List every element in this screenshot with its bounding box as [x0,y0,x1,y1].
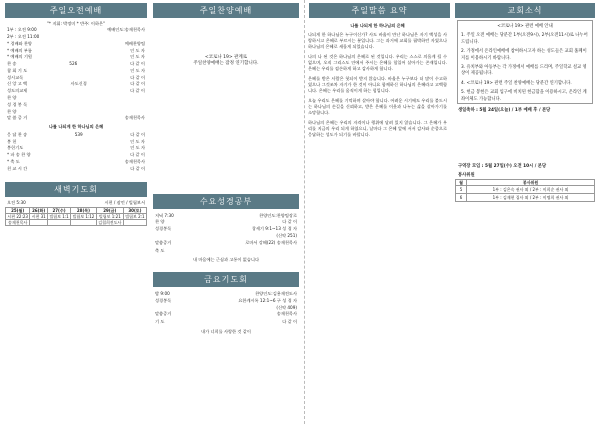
volunteer-head-members: 봉사위원 [467,180,595,186]
row-leader: 다 같 이 [130,152,145,158]
sermon-paragraph: 오늘 우리도 은혜를 기억하며 살아야 합니다. 어려운 시기에도 우리를 붙드시는 하나님의 손길을 신뢰하고, 받은 은혜를 이웃과 나누는 삶을 살아가기를 소망합니다. [308,97,447,115]
row-label: 성경봉독 [155,226,172,232]
row-leader: 인 도 자 [130,145,145,151]
dawn-day: 29(금) [96,208,123,214]
row-label: 응 답 찬 송 [7,131,28,137]
dawn-cell: 빌립보 1:12 [72,214,95,220]
service-row [5,47,147,54]
row-leader: 예배인도:송재천목사 [107,27,145,33]
service-row [5,54,147,61]
dawn-intro: 오전 5:30 시편 / 잠언 / 빌립보서 [7,199,145,205]
service-row [153,239,299,246]
praise-notice-1: <코로나 19> 관계로 [204,54,248,60]
row-leader: 요한계시록 12:1~6 구 성 경 자 [238,297,297,303]
order-of-service [5,40,147,121]
meeting-notice: 구역장 모임 : 5월 27일(수) 오전 10시 / 본당 [458,164,547,170]
row-leader: 로마서 강해(22) 송재천목사 [245,239,297,245]
service-row [153,226,299,233]
row-leader: 찬양인도:김용재전도사 [255,291,297,297]
service-row [153,290,299,297]
row-label: * 축 도 [7,158,20,164]
row-value: 526 [69,61,78,67]
volunteer-table-title: 봉사위원 [458,172,475,178]
column-church-news [455,0,595,424]
volunteer-cell: 1부 : 김은숙 권사 외 / 2부 : 이희순 권사 외 [467,186,595,194]
dawn-cell: 김철희전도사 [98,220,122,226]
row-leader: 다 같 이 [282,319,297,325]
row-label: 저녁 7:30 [155,212,174,218]
dawn-cell: 시편 31 [31,214,46,220]
dawn-cell [30,220,48,226]
dawn-cell: 빌립보 1:21 [96,214,123,220]
row-label: 참 회 기 도 [7,67,28,73]
sermon-paragraph: 나의 나 된 것은 하나님의 은혜로 된 것입니다. 우리는 스스로 의롭게 될 수 없으며, 오직 그리스도 안에서 주시는 은혜를 힘입어 살아가는 존재입니다. 은혜는 우리를 겸손하게 하고 감사하게 합니다. [308,53,447,71]
row-leader: 다 같 이 [130,61,145,67]
news-items [458,33,592,103]
birthday-notice: 생일축하 : 5월 24일(오늘) / 1부 예배 후 / 본당 [458,108,551,114]
news-item: 1. 주일 오전 예배는 당분간 1부(오전9시), 2부(오전11시)로 나누어 드립니다. [461,33,588,45]
section-header-sermon: 주일말씀 요약 [309,3,450,18]
friday-rows [153,290,299,325]
service-row [5,101,147,108]
service-row [5,81,147,88]
news-box-title: <코로나 19> 관련 예배 안내 [497,24,553,29]
section-header-sunday-morning: 주일오전예배 [5,3,147,18]
volunteer-cell: 5 [456,186,467,194]
dawn-cell: 빌립보 1:1 [49,214,69,220]
dawn-row [6,214,147,220]
dawn-row [6,220,147,226]
column-sermon-summary [304,0,450,424]
service-row [153,297,299,304]
row-label: 성도의교제 [7,88,28,94]
row-leader: 다 같 이 [130,131,145,137]
sermon-summary-title: 나를 나되게 한 하나님의 은혜 [350,23,405,28]
row-leader: (신약 251) [276,232,297,238]
dawn-cell [71,220,97,226]
sermon-paragraph: 나되게 한 하나님은 누구이신가? 사도 바울이 만난 하나님은 자기 백성을 사랑하시고 은혜로 부르시는 분입니다. 그는 과거에 교회를 핍박하던 자였으나 하나님의 은혜로 새롭게 되었습니다. [308,31,447,49]
service-row [5,108,147,115]
section-header-friday: 금요기도회 [153,272,299,287]
row-label: 축 도 [155,247,165,253]
row-label: 1부 : 오전 9:00 [7,27,37,33]
service-row [5,151,147,158]
news-item: 5. 헌금 봉헌은 교회 입구에 비치된 헌금함을 이용하시고, 온라인 계좌이체도 가능합니다. [461,90,587,102]
praise-notice-2: 주일찬양예배는 잠정 연기합니다. [193,60,259,66]
row-label: 성경봉독 [155,297,172,303]
row-label: 봉 헌 [7,138,17,144]
service-row [153,247,299,254]
row-leader: 다 같 이 [130,88,145,94]
row-label: * 경배와 찬양 [7,40,32,46]
volunteer-cell: 1부 : 김재현 집사 외 / 2부 : 이명희 권사 외 [467,194,595,202]
order-of-service-2 [5,131,147,172]
conductor-line: "* 지휘: 박정미 * 반주: 이하은" [47,21,105,26]
section-header-praise: 주일찬양예배 [153,3,299,18]
sermon-paragraph: 하나님의 은혜는 우리의 자격이나 행위에 달려 있지 않습니다. 그 은혜가 우리를 지금의 우리 되게 하였으니, 날마다 그 은혜 앞에 서서 감사와 순종으로 응답하는 성도가 되기를 바랍니다. [308,119,447,137]
row-leader: 송재천목사 [276,311,297,317]
wednesday-rows [153,212,299,254]
news-item: 3. 유치부와 아동부는 각 가정에서 예배를 드리며, 주일학교 설교 영상이 제공됩니다. [461,65,587,77]
row-label: 찬 양 [7,95,17,100]
dawn-day: 27(수) [48,208,71,214]
service-row [5,61,147,68]
row-value: 539 [74,131,83,137]
service-row [153,212,299,219]
dawn-cell [48,220,71,226]
row-value: 사도신경 [70,81,87,87]
dawn-day: 26(화) [30,208,48,214]
section-header-dawn: 새벽기도회 [5,182,147,197]
volunteer-row [456,186,595,194]
row-leader: 다 같 이 [282,219,297,225]
service-row [5,158,147,165]
service-row [5,88,147,95]
row-label: 신 앙 고 백 [7,81,28,87]
section-header-news: 교회소식 [455,3,595,18]
row-label: 봉헌기도 [7,145,24,151]
row-label: 찬 양 [7,108,17,114]
dawn-cell: 시편 22:23 [7,214,28,220]
row-label: 말 씀 증 거 [7,115,28,121]
intro-rows [5,27,147,41]
wednesday-notice: 내 마음에는 근심과 고통이 없습니다 [192,256,259,262]
dawn-day: 25(월) [6,208,30,214]
row-leader: 송재천목사 [124,158,145,164]
service-row [5,33,147,40]
row-leader: 인 도 자 [130,67,145,73]
dawn-day: 28(목) [71,208,97,214]
dawn-schedule-table [5,207,147,226]
row-leader: 인 도 자 [130,54,145,60]
row-label: 친 교 시 간 [7,165,28,171]
row-label: * 예배의 부름 [7,47,32,53]
row-leader: 다 같 이 [130,74,145,80]
service-row [153,311,299,318]
service-row [153,319,299,326]
row-label: 말씀증거 [155,239,172,245]
service-row [153,304,299,311]
column-worship [5,0,147,424]
service-row [153,219,299,226]
service-row [5,145,147,152]
service-row [5,40,147,47]
friday-notice: 내가 너희를 사랑한 것 같이 [201,328,251,334]
news-item: 4. <코로나 19> 관련 주일 찬양예배는 당분간 연기합니다. [461,80,572,86]
row-leader: 예배찬양팀 [124,40,145,46]
sermon-paragraphs [305,32,450,138]
dawn-day: 30(토) [123,208,146,214]
row-leader: 창세기 9:1~13 성 경 자 [251,226,297,232]
row-label: 찬 송 [7,61,17,67]
row-label: * 예배의 기원 [7,54,32,60]
volunteer-cell: 6 [456,194,467,202]
column-praise [153,0,299,424]
row-label: 기 도 [155,319,165,325]
row-leader: (신약 409) [276,304,297,310]
service-row [5,115,147,122]
row-label: 말씀증거 [155,311,172,317]
service-row [5,165,147,172]
dawn-cell: 송재천목사 [6,220,30,226]
row-leader: 인 도 자 [130,47,145,53]
service-row [5,74,147,81]
dawn-cell: 빌립보 2:1 [125,214,145,220]
row-leader: 인 도 자 [130,138,145,144]
row-leader: 다 같 이 [130,81,145,87]
service-row [5,131,147,138]
service-row [5,27,147,34]
volunteer-table [455,179,595,202]
sermon-paragraph: 은혜를 받은 사람은 헛되이 받지 않습니다. 바울은 누구보다 더 많이 수고하였으나 그것조차 자기가 한 것이 아니요 함께하신 하나님의 은혜라고 고백합니다. 은혜는 우리를 움직이게 하는 힘입니다. [308,75,447,93]
volunteer-head-month: 월 [456,180,467,186]
news-box [457,20,593,104]
service-row [153,232,299,239]
row-label: 밤 9:00 [155,291,170,297]
row-label: 성시교독 [7,74,24,80]
section-header-wednesday: 수요성경공부 [153,194,299,209]
service-row [5,138,147,145]
volunteer-row [456,194,595,202]
dawn-cell [123,220,146,226]
row-label: * 파 송 찬 양 [7,152,31,158]
row-label: 2부 : 오전 11:00 [7,33,40,39]
news-item: 2. 가정에서 온라인예배에 참여하시고자 하는 성도들은 교회 홈페이지를 이용하시기 바랍니다. [461,49,587,61]
sermon-title: 나를 나되게 한 하나님의 은혜 [48,123,104,129]
service-row [5,94,147,101]
row-label: 찬 양 [155,219,165,225]
row-leader: 송재천목사 [124,115,145,121]
row-leader: 찬양인도:찬양팀장로 [259,212,297,218]
service-row [5,67,147,74]
row-leader: 다 같 이 [130,165,145,171]
row-label: 성 경 봉 독 [7,101,28,107]
